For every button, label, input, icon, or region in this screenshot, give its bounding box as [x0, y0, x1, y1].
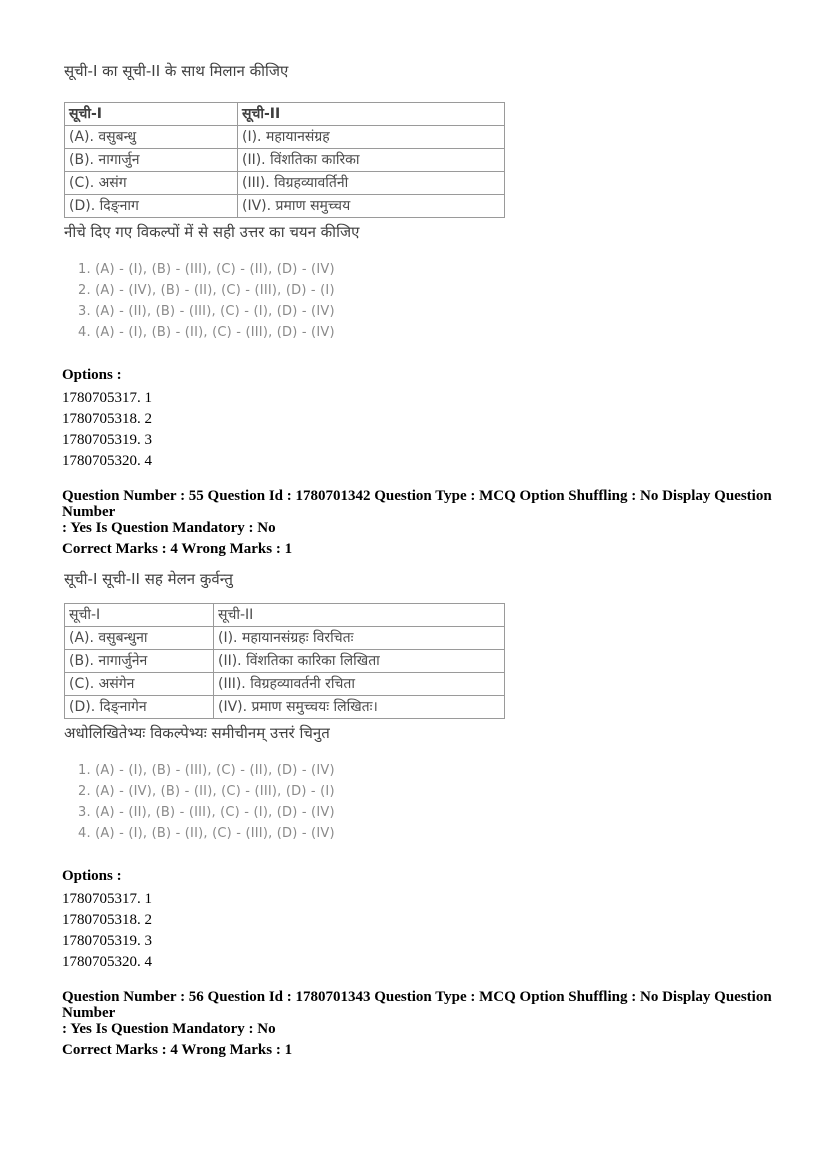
table-row	[65, 696, 505, 719]
question-body-2	[62, 569, 505, 973]
option-id-3: 1780705319. 3	[62, 933, 152, 949]
table-row	[65, 650, 505, 673]
table-row	[65, 627, 505, 650]
options-label: Options :	[62, 868, 122, 884]
question-meta-line-1: Question Number : 55 Question Id : 1780701342 Question Type : MCQ Option Shuffling : No Display Question Number	[62, 488, 772, 520]
option-id-4: 1780705320. 4	[62, 954, 152, 970]
question-meta-line-1: Question Number : 56 Question Id : 1780701343 Question Type : MCQ Option Shuffling : No Display Question Number	[62, 989, 772, 1021]
list2-item-ii: (II). विंशतिका कारिका	[238, 149, 505, 172]
option-id-list	[62, 388, 505, 472]
question-body-1	[62, 61, 505, 472]
table-row	[65, 195, 505, 218]
table-row	[65, 149, 505, 172]
question-56-metadata	[62, 989, 802, 1058]
option-id-2: 1780705318. 2	[62, 411, 152, 427]
list2-item-i: (I). महायानसंग्रह	[238, 126, 505, 149]
choice-1: 1. (A) - (I), (B) - (III), (C) - (II), (D) - (IV)	[78, 262, 335, 277]
choice-4: 4. (A) - (I), (B) - (II), (C) - (III), (D) - (IV)	[78, 826, 335, 841]
question-55-metadata	[62, 488, 802, 557]
question-meta-line-2: : Yes Is Question Mandatory : No	[62, 520, 276, 536]
list2-header: सूची-II	[238, 103, 505, 126]
table-row	[65, 172, 505, 195]
list1-item-c: (C). असंगेन	[65, 673, 214, 696]
table-header-row	[65, 103, 505, 126]
list1-item-b: (B). नागार्जुन	[65, 149, 238, 172]
list2-item-iii: (III). विग्रहव्यावर्तिनी	[238, 172, 505, 195]
option-id-2: 1780705318. 2	[62, 912, 152, 928]
choice-4: 4. (A) - (I), (B) - (II), (C) - (III), (D) - (IV)	[78, 325, 335, 340]
list1-header: सूची-I	[65, 103, 238, 126]
answer-choices	[78, 760, 505, 844]
choice-3: 3. (A) - (II), (B) - (III), (C) - (I), (D) - (IV)	[78, 805, 335, 820]
list2-item-iv: (IV). प्रमाण समुच्चयः लिखितः।	[214, 696, 505, 719]
list2-header: सूची-II	[214, 604, 505, 627]
select-answer-instruction: अधोलिखितेभ्यः विकल्पेभ्यः समीचीनम् उत्तरं चिनुत	[64, 724, 330, 742]
match-prompt: सूची-I का सूची-II के साथ मिलान कीजिए	[64, 62, 289, 80]
match-table	[64, 603, 505, 719]
list1-item-a: (A). वसुबन्धु	[65, 126, 238, 149]
choice-1: 1. (A) - (I), (B) - (III), (C) - (II), (D) - (IV)	[78, 763, 335, 778]
match-table	[64, 102, 505, 218]
choice-2: 2. (A) - (IV), (B) - (II), (C) - (III), (D) - (I)	[78, 283, 335, 298]
list1-item-b: (B). नागार्जुनेन	[65, 650, 214, 673]
table-header-row	[65, 604, 505, 627]
option-id-3: 1780705319. 3	[62, 432, 152, 448]
option-id-1: 1780705317. 1	[62, 891, 152, 907]
table-row	[65, 126, 505, 149]
list2-item-ii: (II). विंशतिका कारिका लिखिता	[214, 650, 505, 673]
list2-item-i: (I). महायानसंग्रहः विरचितः	[214, 627, 505, 650]
options-label: Options :	[62, 367, 122, 383]
marks-line: Correct Marks : 4 Wrong Marks : 1	[62, 541, 293, 557]
list1-item-a: (A). वसुबन्धुना	[65, 627, 214, 650]
list1-item-d: (D). दिङ्नागेन	[65, 696, 214, 719]
answer-choices	[78, 259, 505, 343]
list2-item-iii: (III). विग्रहव्यावर्तनी रचिता	[214, 673, 505, 696]
match-prompt: सूची-I सूची-II सह मेलन कुर्वन्तु	[64, 570, 233, 588]
option-id-1: 1780705317. 1	[62, 390, 152, 406]
option-id-4: 1780705320. 4	[62, 453, 152, 469]
list1-item-c: (C). असंग	[65, 172, 238, 195]
choice-3: 3. (A) - (II), (B) - (III), (C) - (I), (D) - (IV)	[78, 304, 335, 319]
list2-item-iv: (IV). प्रमाण समुच्चय	[238, 195, 505, 218]
choice-2: 2. (A) - (IV), (B) - (II), (C) - (III), (D) - (I)	[78, 784, 335, 799]
list1-header: सूची-I	[65, 604, 214, 627]
table-row	[65, 673, 505, 696]
marks-line: Correct Marks : 4 Wrong Marks : 1	[62, 1042, 293, 1058]
option-id-list	[62, 889, 505, 973]
question-meta-line-2: : Yes Is Question Mandatory : No	[62, 1021, 276, 1037]
list1-item-d: (D). दिङ्नाग	[65, 195, 238, 218]
select-answer-instruction: नीचे दिए गए विकल्पों में से सही उत्तर का चयन कीजिए	[64, 223, 360, 241]
